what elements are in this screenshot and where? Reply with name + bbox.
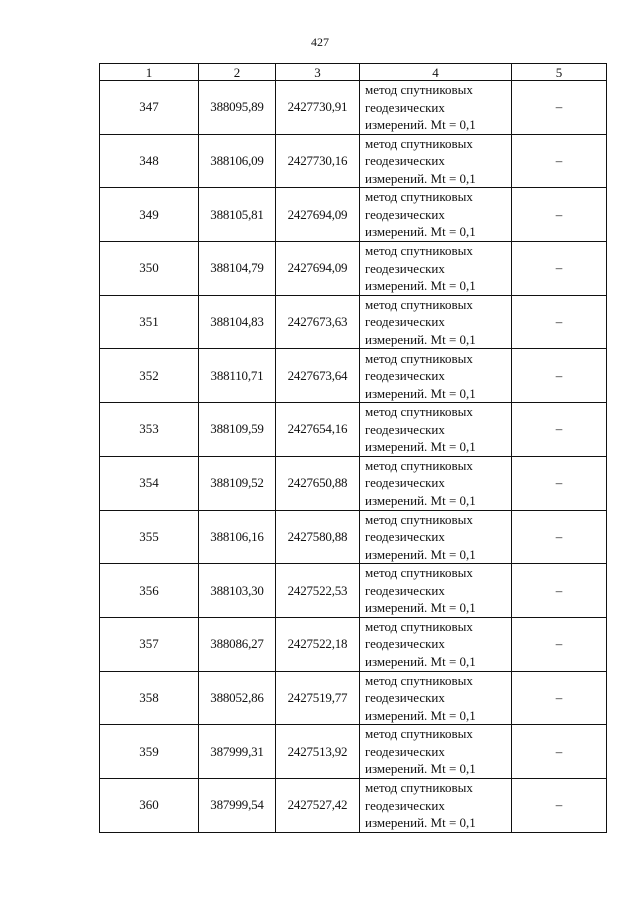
x-coordinate-cell: 388086,27 <box>199 617 276 671</box>
y-coordinate-cell: 2427522,53 <box>276 564 360 618</box>
method-line: геодезических <box>365 260 445 276</box>
table-body <box>100 81 607 833</box>
x-coordinate-cell: 388104,83 <box>199 295 276 349</box>
method-line: геодезических <box>365 743 445 759</box>
method-line: метод спутниковых <box>365 404 473 420</box>
point-number-cell: 348 <box>100 134 199 188</box>
table-row <box>100 778 607 832</box>
point-number-cell: 352 <box>100 349 199 403</box>
method-line: геодезических <box>365 99 445 115</box>
method-line: метод спутниковых <box>365 457 473 473</box>
table-row <box>100 295 607 349</box>
x-coordinate-cell: 388109,52 <box>199 456 276 510</box>
table-row <box>100 134 607 188</box>
point-number-cell: 360 <box>100 778 199 832</box>
table-row <box>100 81 607 135</box>
header-col-1: 1 <box>100 64 199 81</box>
method-line: метод спутниковых <box>365 780 473 796</box>
note-cell: – <box>512 617 607 671</box>
x-coordinate-cell: 388052,86 <box>199 671 276 725</box>
y-coordinate-cell: 2427513,92 <box>276 725 360 779</box>
y-coordinate-cell: 2427580,88 <box>276 510 360 564</box>
coordinates-table <box>99 63 607 833</box>
y-coordinate-cell: 2427527,42 <box>276 778 360 832</box>
method-line: геодезических <box>365 475 445 491</box>
table-row <box>100 242 607 296</box>
method-line: геодезических <box>365 368 445 384</box>
method-line: измерений. Mt = 0,1 <box>365 600 476 616</box>
note-cell: – <box>512 725 607 779</box>
method-line: геодезических <box>365 314 445 330</box>
method-line: метод спутниковых <box>365 296 473 312</box>
method-line: метод спутниковых <box>365 135 473 151</box>
y-coordinate-cell: 2427673,63 <box>276 295 360 349</box>
x-coordinate-cell: 388105,81 <box>199 188 276 242</box>
method-cell <box>360 81 512 135</box>
note-cell: – <box>512 564 607 618</box>
table-row <box>100 671 607 725</box>
point-number-cell: 354 <box>100 456 199 510</box>
method-cell <box>360 456 512 510</box>
method-line: геодезических <box>365 690 445 706</box>
method-cell <box>360 671 512 725</box>
table-row <box>100 188 607 242</box>
x-coordinate-cell: 388104,79 <box>199 242 276 296</box>
table-row <box>100 403 607 457</box>
method-line: геодезических <box>365 206 445 222</box>
method-cell <box>360 403 512 457</box>
method-cell <box>360 295 512 349</box>
method-line: измерений. Mt = 0,1 <box>365 653 476 669</box>
point-number-cell: 351 <box>100 295 199 349</box>
y-coordinate-cell: 2427673,64 <box>276 349 360 403</box>
y-coordinate-cell: 2427519,77 <box>276 671 360 725</box>
method-line: измерений. Mt = 0,1 <box>365 331 476 347</box>
method-cell <box>360 564 512 618</box>
method-cell <box>360 188 512 242</box>
note-cell: – <box>512 81 607 135</box>
method-line: метод спутниковых <box>365 350 473 366</box>
method-line: геодезических <box>365 582 445 598</box>
point-number-cell: 353 <box>100 403 199 457</box>
y-coordinate-cell: 2427730,91 <box>276 81 360 135</box>
header-col-5: 5 <box>512 64 607 81</box>
method-cell <box>360 510 512 564</box>
y-coordinate-cell: 2427694,09 <box>276 188 360 242</box>
x-coordinate-cell: 388103,30 <box>199 564 276 618</box>
table-row <box>100 456 607 510</box>
header-col-2: 2 <box>199 64 276 81</box>
note-cell: – <box>512 188 607 242</box>
note-cell: – <box>512 242 607 296</box>
header-row <box>100 64 607 81</box>
y-coordinate-cell: 2427654,16 <box>276 403 360 457</box>
method-line: измерений. Mt = 0,1 <box>365 170 476 186</box>
point-number-cell: 349 <box>100 188 199 242</box>
method-cell <box>360 134 512 188</box>
method-line: измерений. Mt = 0,1 <box>365 761 476 777</box>
method-line: метод спутниковых <box>365 82 473 98</box>
x-coordinate-cell: 388106,16 <box>199 510 276 564</box>
method-cell <box>360 725 512 779</box>
note-cell: – <box>512 456 607 510</box>
method-line: метод спутниковых <box>365 618 473 634</box>
note-cell: – <box>512 671 607 725</box>
table-row <box>100 510 607 564</box>
point-number-cell: 357 <box>100 617 199 671</box>
method-line: измерений. Mt = 0,1 <box>365 385 476 401</box>
x-coordinate-cell: 387999,31 <box>199 725 276 779</box>
note-cell: – <box>512 403 607 457</box>
method-line: измерений. Mt = 0,1 <box>365 707 476 723</box>
table-row <box>100 564 607 618</box>
note-cell: – <box>512 349 607 403</box>
point-number-cell: 358 <box>100 671 199 725</box>
method-cell <box>360 349 512 403</box>
note-cell: – <box>512 295 607 349</box>
x-coordinate-cell: 388106,09 <box>199 134 276 188</box>
method-cell <box>360 778 512 832</box>
method-line: измерений. Mt = 0,1 <box>365 439 476 455</box>
method-line: измерений. Mt = 0,1 <box>365 815 476 831</box>
method-line: геодезических <box>365 421 445 437</box>
method-line: измерений. Mt = 0,1 <box>365 492 476 508</box>
table-header <box>100 64 607 81</box>
method-line: измерений. Mt = 0,1 <box>365 117 476 133</box>
x-coordinate-cell: 388110,71 <box>199 349 276 403</box>
method-line: метод спутниковых <box>365 672 473 688</box>
page-number: 427 <box>311 35 329 49</box>
header-col-4: 4 <box>360 64 512 81</box>
point-number-cell: 350 <box>100 242 199 296</box>
y-coordinate-cell: 2427650,88 <box>276 456 360 510</box>
point-number-cell: 356 <box>100 564 199 618</box>
note-cell: – <box>512 778 607 832</box>
x-coordinate-cell: 388095,89 <box>199 81 276 135</box>
method-line: метод спутниковых <box>365 243 473 259</box>
table-row <box>100 349 607 403</box>
point-number-cell: 355 <box>100 510 199 564</box>
method-line: измерений. Mt = 0,1 <box>365 224 476 240</box>
point-number-cell: 347 <box>100 81 199 135</box>
method-cell <box>360 617 512 671</box>
method-line: геодезических <box>365 636 445 652</box>
method-line: метод спутниковых <box>365 565 473 581</box>
note-cell: – <box>512 510 607 564</box>
method-line: метод спутниковых <box>365 511 473 527</box>
method-line: метод спутниковых <box>365 726 473 742</box>
table-row <box>100 725 607 779</box>
y-coordinate-cell: 2427694,09 <box>276 242 360 296</box>
point-number-cell: 359 <box>100 725 199 779</box>
method-line: геодезических <box>365 529 445 545</box>
method-cell <box>360 242 512 296</box>
method-line: измерений. Mt = 0,1 <box>365 546 476 562</box>
table-row <box>100 617 607 671</box>
method-line: метод спутниковых <box>365 189 473 205</box>
method-line: измерений. Mt = 0,1 <box>365 278 476 294</box>
x-coordinate-cell: 387999,54 <box>199 778 276 832</box>
note-cell: – <box>512 134 607 188</box>
method-line: геодезических <box>365 797 445 813</box>
y-coordinate-cell: 2427522,18 <box>276 617 360 671</box>
x-coordinate-cell: 388109,59 <box>199 403 276 457</box>
y-coordinate-cell: 2427730,16 <box>276 134 360 188</box>
method-line: геодезических <box>365 153 445 169</box>
header-col-3: 3 <box>276 64 360 81</box>
